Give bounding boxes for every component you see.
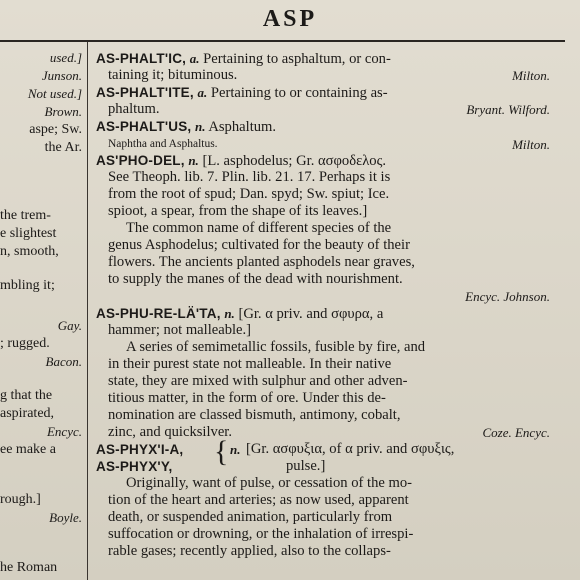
entry-line [96,186,556,203]
left-fragment: ; rugged. [0,336,50,351]
entry-line [96,526,556,543]
author-citation: Coze. Encyc. [482,425,550,440]
entry-line [96,407,556,424]
left-fragment: used.] [49,50,82,65]
left-fragment: Boyle. [49,510,82,525]
entry-line [96,67,556,84]
entry-line [96,254,556,271]
etymology-text: [Gr. α priv. and σφυρα, a [238,306,384,322]
entry-asphaltus [96,118,556,135]
entry-line [96,220,556,237]
definition-text: zinc, and quicksilver. [108,424,233,440]
definition-text: Pertaining to asphaltum, or con- [203,51,391,67]
definition-text: flowers. The ancients planted asphodels near graves, [108,254,415,270]
left-fragment: rough.] [0,492,41,507]
part-of-speech: a. [197,85,208,100]
entry-line [96,390,556,407]
entry-line [96,169,556,186]
etymology-text: [Gr. ασφυξια, of α priv. and σφυξις, [246,441,455,457]
entry-line [96,509,556,526]
page-header [0,4,580,40]
column-divider [87,42,88,580]
part-of-speech: n. [230,442,241,457]
headword: AS-PHALT'IC, [96,51,187,66]
entry-line [96,475,556,492]
etymology-text: from the root of spud; Dan. spyd; Sw. spiut; Ice. [108,186,390,202]
author-citation: Milton. [512,137,550,152]
part-of-speech: n. [195,119,206,134]
etymology-text: spioot, a spear, from the shape of its leaves.] [108,203,368,219]
definition-text: genus Asphodelus; cultivated for the beauty of their [108,237,410,253]
headword: AS-PHYX'I-A, [96,442,184,457]
definition-text: death, or suspended animation, particularly from [108,509,393,525]
entry-line [96,458,556,475]
definition-text: nomination are classed bismuth, antimony, cobalt, [108,407,401,423]
left-fragment: Junson. [41,68,82,83]
entry-line [96,288,556,305]
definition-text: The common name of different species of the [126,220,392,236]
brace: { [214,435,229,468]
entry-asphaltite [96,84,556,101]
definition-text: taining it; bituminous. [108,67,238,83]
headword: AS-PHU-RE-LÄ'TA, [96,306,221,321]
definition-text: Originally, want of pulse, or cessation of the mo- [126,475,412,491]
definition-text: state, they are mixed with sulphur and other adven- [108,373,408,389]
left-fragment: Encyc. [46,424,82,439]
entry-line [96,135,556,152]
entry-line [96,356,556,373]
left-fragment: g that the [0,388,53,403]
main-column [96,50,556,560]
left-fragment: Bacon. [45,354,82,369]
left-fragment: ee make a [0,442,56,457]
entry-asphodel [96,152,556,169]
definition-text: phaltum. [108,101,160,117]
headword: AS-PHALT'US, [96,119,192,134]
left-fragment: the Ar. [44,140,82,155]
left-fragment: e slightest [0,226,57,241]
definition-text: rable gases; recently applied, also to the collaps- [108,543,391,559]
left-fragment: aspirated, [0,406,55,421]
definition-text: A series of semimetallic fossils, fusible by fire, and [126,339,426,355]
entry-line [96,322,556,339]
definition-text: Pertaining to or containing as- [210,85,388,101]
left-fragment: mbling it; [0,278,55,293]
left-fragment: Brown. [44,104,82,119]
entry-line [96,373,556,390]
etymology-text: pulse.] [286,458,326,474]
entry-asphaltic [96,50,556,67]
definition-text: tion of the heart and arteries; as now used, apparent [108,492,409,508]
left-fragment: Not used.] [27,86,82,101]
entry-line [96,203,556,220]
author-citation: Bryant. Wilford. [466,102,550,117]
etymology-text: [L. asphodelus; Gr. ασφοδελος. [202,153,387,169]
entry-line [96,101,556,118]
definition-text: suffocation or drowning, or the inhalation of irrespi- [108,526,414,542]
definition-text: Asphaltum. [208,119,277,135]
left-fragment: aspe; Sw. [29,122,82,137]
part-of-speech: n. [224,306,235,321]
etymology-text: hammer; not malleable.] [108,322,252,338]
headword: AS'PHO-DEL, [96,153,185,168]
header-rule [0,40,565,42]
left-fragment: n, smooth, [0,244,59,259]
entry-asphurelata [96,305,556,322]
entry-line [96,237,556,254]
entry-line [96,424,556,441]
etymology-text: See Theoph. lib. 7. Plin. lib. 21. 17. Perhaps it is [108,169,391,185]
running-head: ASP [262,6,318,32]
left-column [0,48,84,580]
part-of-speech: n. [188,153,199,168]
definition-text: titious matter, in the form of ore. Under this de- [108,390,386,406]
left-fragment: the trem- [0,208,51,223]
left-fragment: Gay. [57,318,82,333]
entry-line [96,339,556,356]
headword: AS-PHALT'ITE, [96,85,194,100]
definition-text: to supply the manes of the dead with nourishment. [108,271,403,287]
entry-line [96,271,556,288]
entry-line [96,543,556,560]
quotation: Naphtha and Asphaltus. [108,138,218,150]
left-fragment: he Roman [0,560,58,575]
author-citation: Encyc. Johnson. [465,289,550,304]
part-of-speech: a. [189,51,200,66]
author-citation: Milton. [512,68,550,83]
entry-line [96,492,556,509]
definition-text: in their purest state not malleable. In their native [108,356,392,372]
headword: AS-PHYX'Y, [96,459,173,474]
